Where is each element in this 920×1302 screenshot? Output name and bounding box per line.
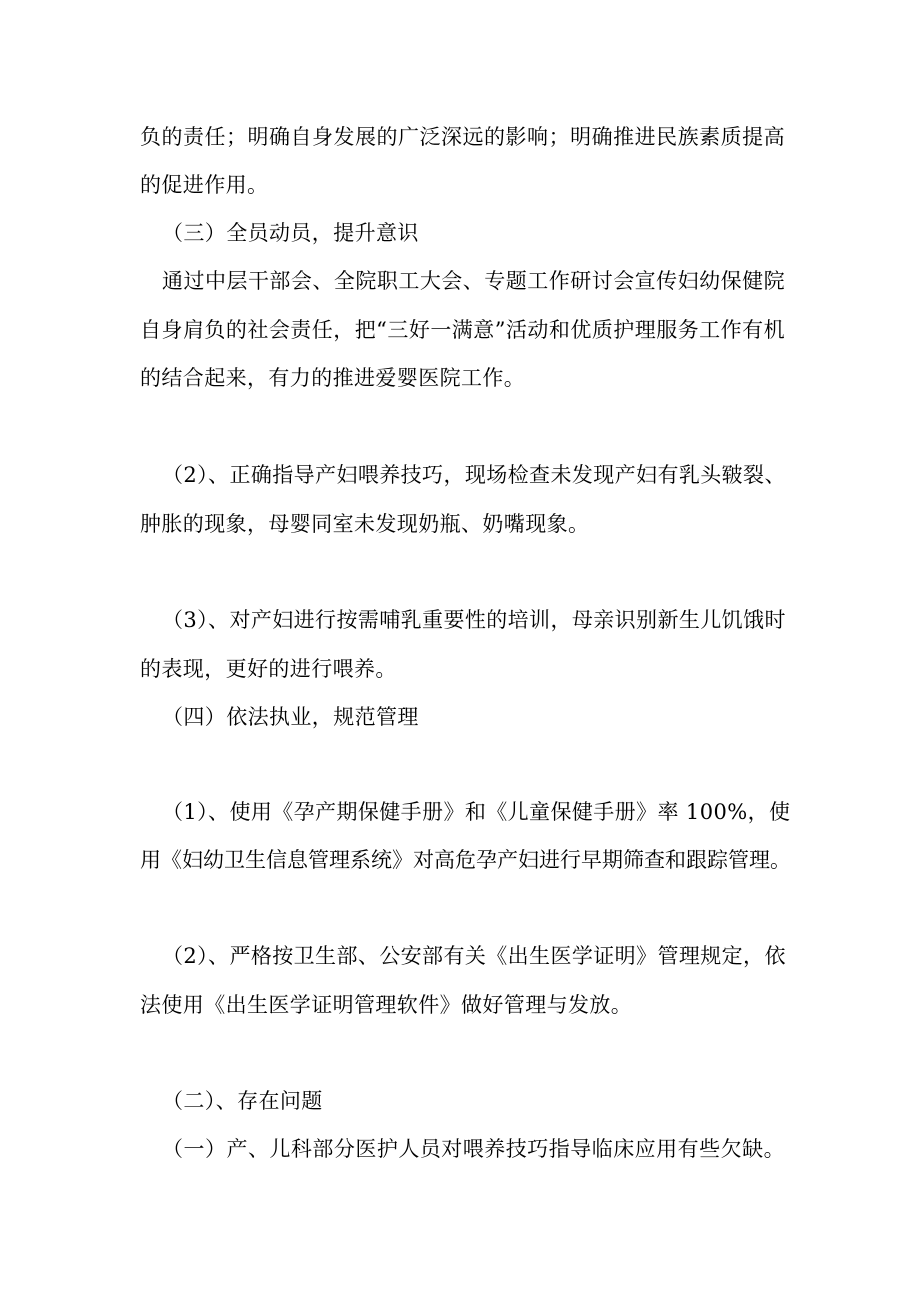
text-line: 的结合起来，有力的推进爱婴医院工作。 [140, 366, 526, 390]
text-line: 自身肩负的社会责任，把“三好一满意”活动和优质护理服务工作有机 [140, 318, 785, 342]
text-line: 通过中层干部会、全院职工大会、专题工作研讨会宣传妇幼保健院 [162, 269, 785, 293]
text-line: （1）、使用《孕产期保健手册》和《儿童保健手册》率 100%，使 [162, 800, 791, 824]
text-line: 肿胀的现象，母婴同室未发现奶瓶、奶嘴现象。 [140, 512, 590, 536]
section-heading: （四）依法执业，规范管理 [162, 705, 419, 729]
text-line: 法使用《出生医学证明管理软件》做好管理与发放。 [140, 993, 633, 1017]
text-line: 的促进作用。 [140, 173, 269, 197]
section-heading: （二）、存在问题 [162, 1089, 323, 1113]
text-line: （一）产、儿科部分医护人员对喂养技巧指导临床应用有些欠缺。 [162, 1137, 785, 1161]
text-line: （2）、正确指导产妇喂养技巧，现场检查未发现产妇有乳头皲裂、 [162, 463, 786, 487]
section-heading: （三）全员动员，提升意识 [162, 221, 419, 245]
text-line: 负的责任；明确自身发展的广泛深远的影响；明确推进民族素质提高 [140, 125, 785, 149]
text-line: 的表现，更好的进行喂养。 [140, 657, 397, 681]
text-line: （3）、对产妇进行按需哺乳重要性的培训，母亲识别新生儿饥饿时 [162, 608, 786, 632]
text-line: （2）、严格按卫生部、公安部有关《出生医学证明》管理规定，依 [162, 944, 786, 968]
text-line: 用《妇幼卫生信息管理系统》对高危孕产妇进行早期筛查和跟踪管理。 [140, 848, 791, 872]
